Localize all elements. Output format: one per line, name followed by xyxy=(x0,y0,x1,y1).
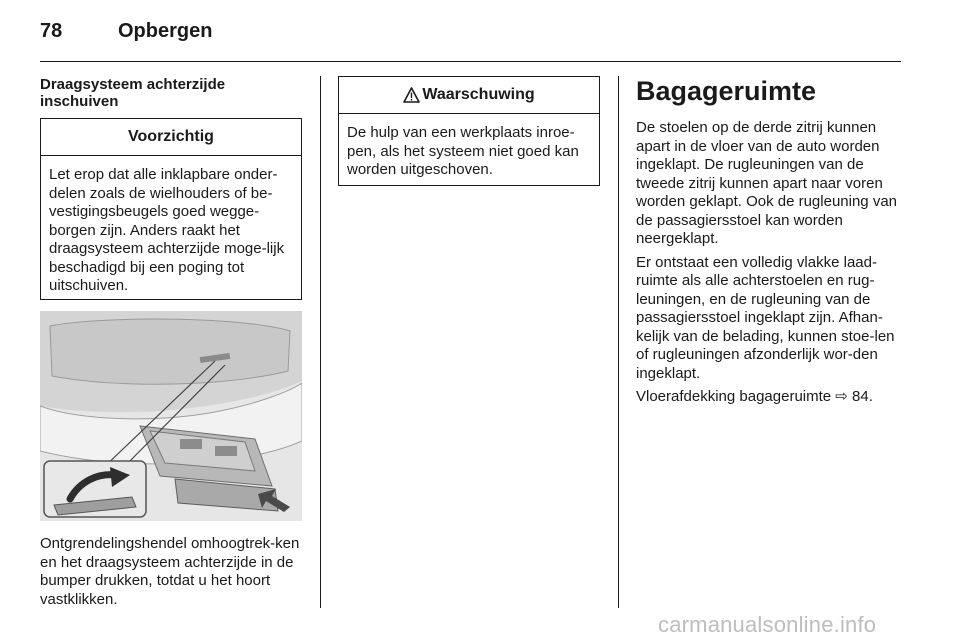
watermark: carmanualsonline.info xyxy=(658,612,877,637)
left-column xyxy=(40,76,302,608)
column-divider xyxy=(618,76,619,608)
caution-text: Let erop dat alle inklapbare onder-delen zoals de wielhouders of be-vestigingsbeugels goed wegge-borgen zijn. Anders raakt het draagsysteem achterzijde moge-lijk beschadigd bij een poging tot uitschuiven. xyxy=(49,166,285,294)
warning-title-bar xyxy=(339,77,599,114)
bagageruimte-heading: Bagageruimte xyxy=(636,76,817,106)
rear-carrier-illustration xyxy=(40,311,302,521)
header-rule xyxy=(40,61,901,62)
right-column xyxy=(636,76,900,412)
warning-triangle-icon xyxy=(403,87,420,103)
caution-box xyxy=(40,118,302,300)
warning-text: De hulp van een werkplaats inroe-pen, als het systeem niet goed kan worden uitgeschoven. xyxy=(347,124,579,178)
page-header xyxy=(40,18,900,58)
caution-title: Voorzichtig xyxy=(41,119,301,156)
column-divider xyxy=(320,76,321,608)
warning-title: Waarschuwing xyxy=(422,86,535,103)
paragraph: Er ontstaat een volledig vlakke laad-ruimte als alle achterstoelen en rug-leuningen, en de rugleuning van de passagiersstoel ingeklapt zijn. Afhan-kelijk van de belading, kunnen stoe-len of rugleuningen afzonderlijk wor-den ingeklapt. xyxy=(636,253,895,382)
warning-box xyxy=(338,76,600,186)
page-number: 78 xyxy=(40,20,63,42)
chapter-title: Opbergen xyxy=(118,20,213,42)
paragraph: De stoelen op de derde zitrij kunnen apart in de vloer van de auto worden ingeklapt. De rugleuningen van de tweede zitrij kunnen apart naar voren worden geklapt. Ook de rugleuning van de passagiersstoel kan worden neergeklapt. xyxy=(636,119,898,247)
rear-carrier-figure xyxy=(40,311,302,521)
cross-reference[interactable]: Vloerafdekking bagageruimte ⇨ 84. xyxy=(636,388,873,405)
section-heading: Draagsysteem achterzijde inschuiven xyxy=(40,76,226,110)
figure-caption: Ontgrendelingshendel omhoogtrek-ken en het draagsysteem achterzijde in de bumper drukken, totdat u het hoort vastklikken. xyxy=(40,535,300,608)
middle-column xyxy=(338,76,600,186)
